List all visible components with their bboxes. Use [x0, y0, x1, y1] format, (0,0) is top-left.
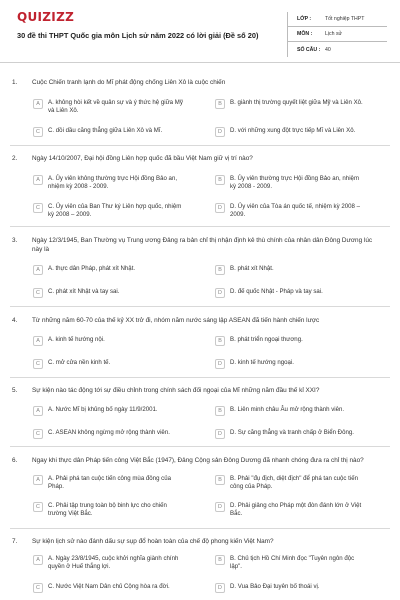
option-d[interactable] [215, 288, 365, 298]
option-letter: C [33, 429, 43, 439]
question-text: Cuộc Chiến tranh lạnh do Mĩ phát động chống Liên Xô là cuộc chiến [32, 79, 226, 86]
question-number: 4. [12, 317, 18, 324]
question-divider [10, 145, 390, 146]
option-text: A. Nước Mĩ bị khủng bố ngày 11/9/2001. [48, 406, 158, 413]
option-letter: A [33, 175, 43, 185]
meta-key: SỐ CÂU : [297, 46, 321, 53]
option-text: C. phát xít Nhật và tay sai. [48, 288, 120, 295]
option-letter: D [215, 127, 225, 137]
question-divider [10, 446, 390, 447]
option-letter: B [215, 475, 225, 485]
option-letter: B [215, 99, 225, 109]
option-letter: A [33, 336, 43, 346]
option-d[interactable] [215, 127, 365, 137]
option-d[interactable] [215, 429, 365, 439]
option-a[interactable] [33, 475, 183, 491]
option-text: C. Phải tập trung toàn bộ binh lực cho chiến trường Việt Bắc. [48, 502, 167, 517]
option-c[interactable] [33, 203, 183, 219]
option-letter: B [215, 336, 225, 346]
option-letter: D [215, 502, 225, 512]
option-letter: A [33, 475, 43, 485]
option-letter: A [33, 406, 43, 416]
option-text: A. Ngày 23/8/1945, cuộc khởi nghĩa giành chính quyền ở Huế thắng lợi. [48, 555, 179, 570]
option-a[interactable] [33, 555, 183, 571]
option-letter: C [33, 203, 43, 213]
option-d[interactable] [215, 359, 365, 369]
option-text: B. Ủy viên thường trực Hội đồng Bảo an, nhiệm kỳ 2008 - 2009. [230, 175, 360, 190]
option-text: C. dồi dầu căng thẳng giữa Liên Xô và Mĩ. [48, 127, 163, 134]
option-text: D. Phải giảng cho Pháp một đòn đánh lớn ở Việt Bắc. [230, 502, 362, 517]
question-number: 3. [12, 237, 18, 244]
header-divider [0, 62, 400, 63]
question-text: Từ những năm 60-70 của thế kỷ XX trở đi, nhóm năm nước sáng lập ASEAN đã tiến hành chiến lược [32, 317, 320, 324]
option-text: B. giành thị trường quyết liệt giữa Mỹ và Liên Xô. [230, 99, 363, 106]
meta-value: 40 [325, 46, 331, 53]
option-text: A. không hòi kết về quân sự và ý thức hệ giữa Mỹ và Liên Xô. [48, 99, 183, 114]
option-letter: B [215, 265, 225, 275]
option-text: C. ASEAN không ngừng mở rộng thành viên. [48, 429, 170, 436]
question-text: Ngày 14/10/2007, Đại hội đồng Liên hợp quốc đã bầu Việt Nam giữ vị trí nào? [32, 155, 253, 162]
page-title: 30 đề thi THPT Quốc gia môn Lịch sử năm 2022 có lời giải (Đề số 20) [17, 31, 259, 40]
option-letter: B [215, 555, 225, 565]
option-text: A. Phải phá tan cuộc tiến công mùa đông của Pháp. [48, 475, 171, 490]
question-divider [10, 528, 390, 529]
option-letter: B [215, 406, 225, 416]
question-number: 2. [12, 155, 18, 162]
option-text: B. Phải "đụ địch, diệt địch" để phá tan cuộc tiến công của Pháp. [230, 475, 358, 490]
option-c[interactable] [33, 502, 183, 518]
question-text: Ngay khi thực dân Pháp tiến công Việt Bắc (1947), Đảng Cộng sản Đông Dương đã nhanh chóng đưa ra chỉ thị nào? [32, 457, 364, 464]
option-letter: B [215, 175, 225, 185]
option-b[interactable] [215, 555, 365, 571]
option-text: C. mở cửa nền kinh tế. [48, 359, 111, 366]
meta-key: MÔN : [297, 31, 313, 37]
option-c[interactable] [33, 583, 183, 593]
option-letter: C [33, 359, 43, 369]
worksheet-header [0, 0, 400, 62]
question-text: Sự kiện lịch sử nào đánh dấu sự sụp đổ hoàn toàn của chế độ phong kiến Việt Nam? [32, 538, 274, 545]
option-text: D. Vua Bảo Đại tuyên bố thoái vị. [230, 583, 320, 590]
quizizz-logo: QUIZIZZ [17, 10, 75, 24]
meta-key: LỚP : [297, 16, 312, 22]
option-text: D. Ủy viên của Tòa án quốc tế, nhiệm kỳ 2008 – 2009. [230, 203, 360, 218]
meta-value: Tốt nghiệp THPT [325, 16, 365, 22]
meta-row-class [288, 12, 387, 27]
option-c[interactable] [33, 127, 183, 137]
meta-value: Lịch sử [325, 31, 343, 37]
option-text: D. đế quốc Nhật - Pháp và tay sai. [230, 288, 323, 295]
option-text: B. Liên minh châu Âu mở rộng thành viên. [230, 406, 345, 413]
option-letter: D [215, 288, 225, 298]
option-b[interactable] [215, 336, 365, 346]
option-letter: A [33, 555, 43, 565]
meta-row-subject [288, 27, 387, 42]
option-letter: C [33, 502, 43, 512]
option-a[interactable] [33, 336, 183, 346]
option-text: C. Ủy viên của Ban Thư ký Liên hợp quốc, nhiệm kỳ 2008 – 2009. [48, 203, 182, 218]
question-divider [10, 306, 390, 307]
option-text: B. phát triển ngoại thương. [230, 336, 303, 343]
option-b[interactable] [215, 175, 365, 191]
option-letter: D [215, 203, 225, 213]
meta-row-count [288, 42, 387, 57]
option-text: B. phát xít Nhật. [230, 265, 274, 272]
option-c[interactable] [33, 288, 183, 298]
option-text: A. kinh tế hướng nội. [48, 336, 105, 343]
option-b[interactable] [215, 475, 365, 491]
question-number: 7. [12, 538, 18, 545]
option-b[interactable] [215, 406, 365, 416]
option-text: D. kinh tế hướng ngoại. [230, 359, 294, 366]
option-d[interactable] [215, 203, 365, 219]
option-a[interactable] [33, 175, 183, 191]
question-number: 6. [12, 457, 18, 464]
question-number: 5. [12, 387, 18, 394]
option-letter: D [215, 429, 225, 439]
option-text: A. thực dân Pháp, phát xít Nhật. [48, 265, 136, 272]
option-text: D. với những xung đột trực tiếp Mĩ và Liên Xô. [230, 127, 356, 134]
question-number: 1. [12, 79, 18, 86]
option-letter: C [33, 288, 43, 298]
option-d[interactable] [215, 583, 365, 593]
option-a[interactable] [33, 265, 183, 275]
option-text: A. Ủy viên không thường trực Hội đồng Bảo an, nhiệm kỳ 2008 - 2009. [48, 175, 178, 190]
option-b[interactable] [215, 265, 365, 275]
option-c[interactable] [33, 429, 183, 439]
option-text: C. Nước Việt Nam Dân chủ Cộng hòa ra đời. [48, 583, 170, 590]
option-a[interactable] [33, 99, 183, 115]
option-text: D. Sự căng thẳng và tranh chấp ở Biển Đông. [230, 429, 354, 436]
option-letter: A [33, 99, 43, 109]
option-d[interactable] [215, 502, 365, 518]
option-letter: C [33, 583, 43, 593]
question-text: Ngày 12/3/1945, Ban Thường vụ Trung ương Đảng ra bản chỉ thị nhận định kẻ thù chính của nhân dân Đông Dương lúc này là [32, 237, 373, 253]
option-a[interactable] [33, 406, 183, 416]
option-letter: D [215, 583, 225, 593]
option-c[interactable] [33, 359, 183, 369]
option-letter: D [215, 359, 225, 369]
option-text: B. Chủ tịch Hồ Chí Minh đọc "Tuyên ngôn độc lập". [230, 555, 355, 570]
question-text: Sự kiện nào tác động tới sự điều chỉnh trong chính sách đối ngoại của Mĩ những năm đầu thế kỉ XXI? [32, 387, 320, 394]
question-divider [10, 226, 390, 227]
option-letter: C [33, 127, 43, 137]
option-b[interactable] [215, 99, 365, 109]
worksheet-meta [287, 12, 387, 57]
question-divider [10, 377, 390, 378]
option-letter: A [33, 265, 43, 275]
